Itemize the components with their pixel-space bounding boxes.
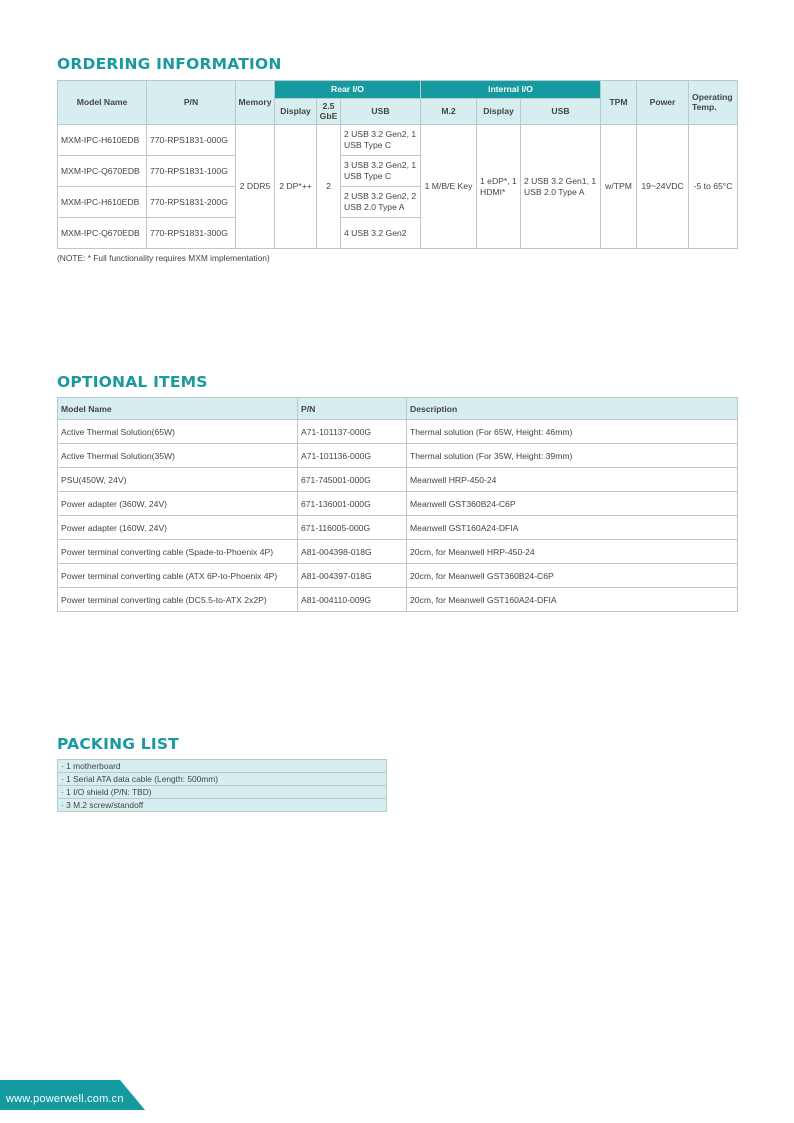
temp-cell: -5 to 65°C [689, 125, 738, 249]
pn-cell: A71-101136-000G [298, 444, 407, 468]
pn-cell: A81-004397-018G [298, 564, 407, 588]
pn-cell: A71-101137-000G [298, 420, 407, 444]
packing-table [57, 759, 387, 812]
table-row [58, 492, 738, 516]
rear-display-cell: 2 DP*++ [275, 125, 317, 249]
pn-cell: 770-RPS1831-100G [147, 156, 236, 187]
list-item [58, 760, 387, 773]
model-name-cell: PSU(450W, 24V) [58, 468, 298, 492]
description-cell: 20cm, for Meanwell GST160A24-DFIA [407, 588, 738, 612]
pn-cell: 770-RPS1831-200G [147, 187, 236, 218]
packing-item: · 3 M.2 screw/standoff [58, 799, 387, 812]
gbe-cell: 2 [317, 125, 341, 249]
description-cell: Meanwell GST360B24-C6P [407, 492, 738, 516]
m2-cell: 1 M/B/E Key [421, 125, 477, 249]
description-cell: Meanwell GST160A24-DFIA [407, 516, 738, 540]
table-row [58, 444, 738, 468]
rear-usb-cell: 4 USB 3.2 Gen2 [341, 218, 421, 249]
header-internal-io: Internal I/O [421, 81, 601, 99]
header-pn: P/N [147, 81, 236, 125]
model-name-cell: MXM-IPC-Q670EDB [58, 156, 147, 187]
packing-item: · 1 Serial ATA data cable (Length: 500mm) [58, 773, 387, 786]
description-cell: Thermal solution (For 65W, Height: 46mm) [407, 420, 738, 444]
header-int-usb: USB [521, 99, 601, 125]
header-rear-usb: USB [341, 99, 421, 125]
optional-table [57, 397, 738, 612]
header-rear-display: Display [275, 99, 317, 125]
header-operating-temp: Operating Temp. [689, 81, 738, 125]
optional-title: OPTIONAL ITEMS [57, 373, 208, 391]
tpm-cell: w/TPM [601, 125, 637, 249]
header-model-name: Model Name [58, 398, 298, 420]
table-row [58, 420, 738, 444]
footer-url-link[interactable]: www.powerwell.com.cn [6, 1093, 124, 1105]
int-usb-cell: 2 USB 3.2 Gen1, 1 USB 2.0 Type A [521, 125, 601, 249]
model-name-cell: Power adapter (160W, 24V) [58, 516, 298, 540]
pn-cell: 770-RPS1831-300G [147, 218, 236, 249]
list-item [58, 786, 387, 799]
ordering-note: (NOTE: * Full functionality requires MXM implementation) [57, 253, 270, 263]
ordering-title: ORDERING INFORMATION [57, 55, 282, 73]
description-cell: Meanwell HRP-450-24 [407, 468, 738, 492]
pn-cell: 671-745001-000G [298, 468, 407, 492]
header-int-display: Display [477, 99, 521, 125]
header-power: Power [637, 81, 689, 125]
power-cell: 19~24VDC [637, 125, 689, 249]
description-cell: Thermal solution (For 35W, Height: 39mm) [407, 444, 738, 468]
model-name-cell: MXM-IPC-Q670EDB [58, 218, 147, 249]
header-tpm: TPM [601, 81, 637, 125]
header-memory: Memory [236, 81, 275, 125]
list-item [58, 773, 387, 786]
model-name-cell: Power adapter (360W, 24V) [58, 492, 298, 516]
table-row [58, 468, 738, 492]
table-row [58, 564, 738, 588]
header-description: Description [407, 398, 738, 420]
rear-usb-cell: 3 USB 3.2 Gen2, 1 USB Type C [341, 156, 421, 187]
rear-usb-cell: 2 USB 3.2 Gen2, 2 USB 2.0 Type A [341, 187, 421, 218]
model-name-cell: Power terminal converting cable (Spade-to-Phoenix 4P) [58, 540, 298, 564]
model-name-cell: Power terminal converting cable (DC5.5-to-ATX 2x2P) [58, 588, 298, 612]
header-rear-io: Rear I/O [275, 81, 421, 99]
table-row [58, 540, 738, 564]
model-name-cell: MXM-IPC-H610EDB [58, 187, 147, 218]
header-rear-gbe: 2.5 GbE [317, 99, 341, 125]
ordering-table [57, 80, 738, 249]
table-row [58, 125, 738, 156]
model-name-cell: MXM-IPC-H610EDB [58, 125, 147, 156]
description-cell: 20cm, for Meanwell GST360B24-C6P [407, 564, 738, 588]
pn-cell: A81-004398-018G [298, 540, 407, 564]
pn-cell: 770-RPS1831-000G [147, 125, 236, 156]
packing-item: · 1 I/O shield (P/N: TBD) [58, 786, 387, 799]
packing-title: PACKING LIST [57, 735, 179, 753]
pn-cell: A81-004110-009G [298, 588, 407, 612]
pn-cell: 671-136001-000G [298, 492, 407, 516]
list-item [58, 799, 387, 812]
description-cell: 20cm, for Meanwell HRP-450-24 [407, 540, 738, 564]
header-pn: P/N [298, 398, 407, 420]
packing-item: · 1 motherboard [58, 760, 387, 773]
memory-cell: 2 DDR5 [236, 125, 275, 249]
header-model-name: Model Name [58, 81, 147, 125]
int-display-cell: 1 eDP*, 1 HDMI* [477, 125, 521, 249]
table-row [58, 588, 738, 612]
model-name-cell: Active Thermal Solution(65W) [58, 420, 298, 444]
model-name-cell: Active Thermal Solution(35W) [58, 444, 298, 468]
header-m2: M.2 [421, 99, 477, 125]
model-name-cell: Power terminal converting cable (ATX 6P-to-Phoenix 4P) [58, 564, 298, 588]
rear-usb-cell: 2 USB 3.2 Gen2, 1 USB Type C [341, 125, 421, 156]
table-row [58, 516, 738, 540]
pn-cell: 671-116005-000G [298, 516, 407, 540]
